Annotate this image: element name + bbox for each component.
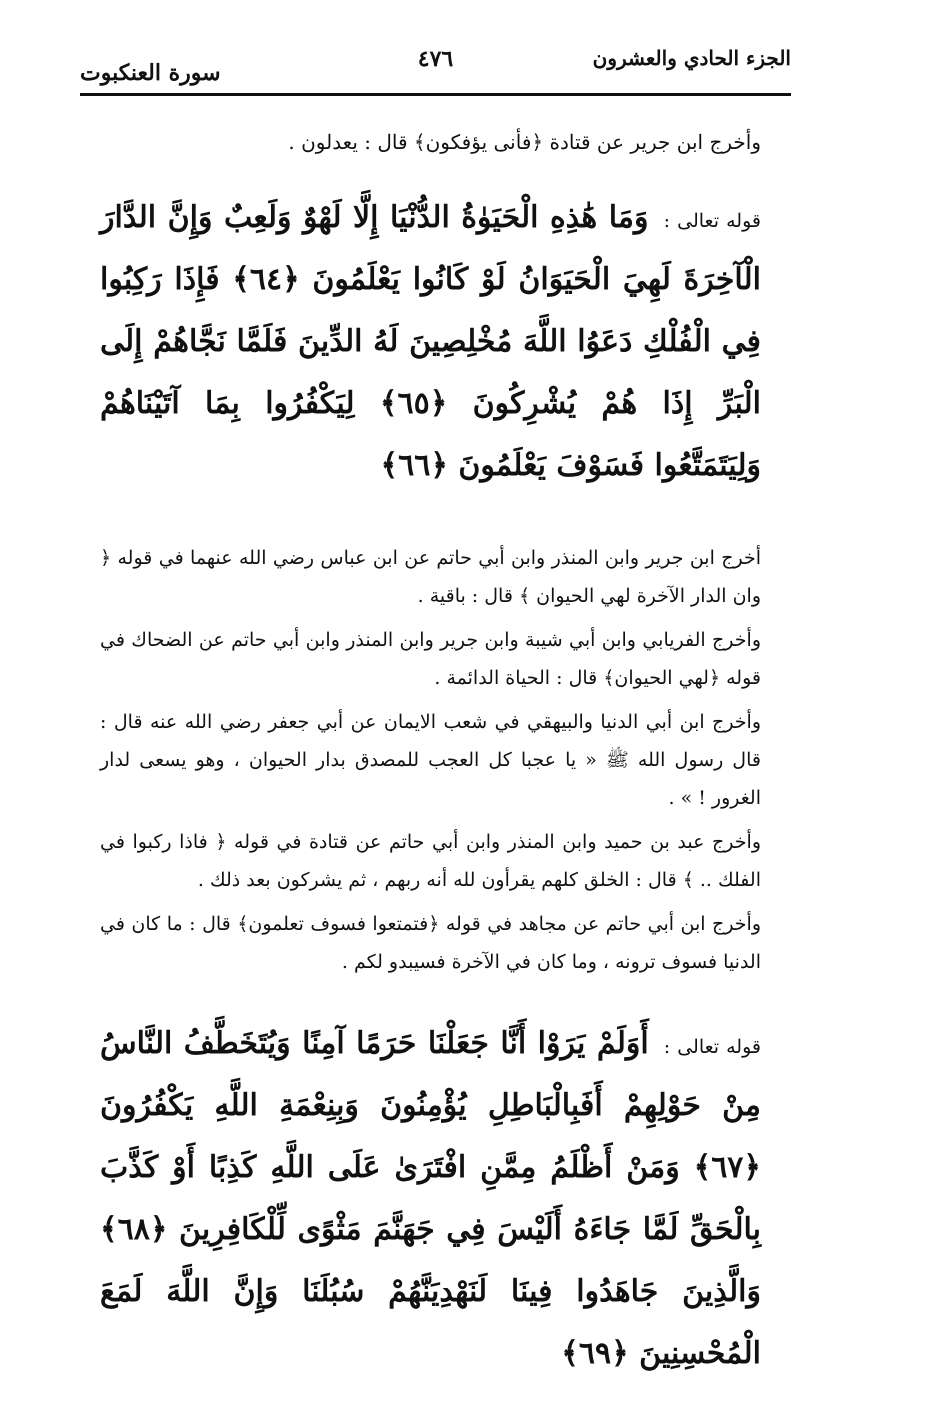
commentary-paragraph: وأخرج الفريابي وابن أبي شيبة وابن جرير وابن المنذر وابن أبي حاتم عن الضحاك في قوله ﴿لهي الحيوان﴾ قال : الحياة الدائمة . (100, 629, 761, 689)
quran-verse-text: أَوَلَمْ يَرَوْا أَنَّا جَعَلْنَا حَرَمًا آمِنًا وَيُتَخَطَّفُ النَّاسُ مِنْ حَوْلِهِمْ أَفَبِالْبَاطِلِ يُؤْمِنُونَ وَبِنِعْمَةِ اللَّهِ يَكْفُرُونَ ﴿٦٧﴾ وَمَنْ أَظْلَمُ مِمَّنِ افْتَرَىٰ عَلَى اللَّهِ كَذِبًا أَوْ كَذَّبَ بِالْحَقِّ لَمَّا جَاءَهُ أَلَيْسَ فِي جَهَنَّمَ مَثْوًى لِّلْكَافِرِينَ ﴿٦٨﴾ وَالَّذِينَ جَاهَدُوا فِينَا لَنَهْدِيَنَّهُمْ سُبُلَنَا وَإِنَّ اللَّهَ لَمَعَ الْمُحْسِنِينَ ﴿٦٩﴾ (100, 1026, 761, 1371)
quran-verse-text: وَمَا هَٰذِهِ الْحَيَوٰةُ الدُّنْيَا إِلَّا لَهْوٌ وَلَعِبٌ وَإِنَّ الدَّارَ الْآخِرَةَ لَهِيَ الْحَيَوَانُ لَوْ كَانُوا يَعْلَمُونَ ﴿٦٤﴾ فَإِذَا رَكِبُوا فِي الْفُلْكِ دَعَوُا اللَّهَ مُخْلِصِينَ لَهُ الدِّينَ فَلَمَّا نَجَّاهُمْ إِلَى الْبَرِّ إِذَا هُمْ يُشْرِكُونَ ﴿٦٥﴾ لِيَكْفُرُوا بِمَا آتَيْنَاهُمْ وَلِيَتَمَتَّعُوا فَسَوْفَ يَعْلَمُونَ ﴿٦٦﴾ (100, 200, 761, 483)
commentary-section (100, 539, 761, 981)
commentary-paragraph: أخرج ابن جرير وابن المنذر وابن أبي حاتم عن ابن عباس رضي الله عنهما في قوله ﴿ وان الدار الآخرة لهي الحيوان ﴾ قال : باقية . (100, 547, 761, 607)
commentary-paragraph: وأخرج ابن أبي الدنيا والبيهقي في شعب الايمان عن أبي جعفر رضي الله عنه قال : قال رسول الله ﷺ « يا عجبا كل العجب للمصدق بدار الحيوان ، وهو يسعى لدار الغرور ! » . (100, 711, 762, 809)
commentary-paragraph: وأخرج ابن أبي حاتم عن مجاهد في قوله ﴿فتمتعوا فسوف تعلمون﴾ قال : ما كان في الدنيا فسوف ترونه ، وما كان في الآخرة فسيبدو لكم . (100, 913, 761, 973)
header-rule (80, 93, 791, 96)
verse-block-2 (100, 1015, 761, 1387)
verse-block-1 (100, 189, 761, 499)
part-title: الجزء الحادي والعشرون (592, 46, 791, 70)
commentary-paragraph: وأخرج عبد بن حميد وابن المنذر وابن أبي حاتم عن قتادة في قوله ﴿ فاذا ركبوا في الفلك .. ﴾ قال : الخلق كلهم يقرأون لله أنه ربهم ، ثم يشركون بعد ذلك . (100, 831, 761, 891)
section-gap (100, 987, 761, 1015)
top-note: وأخرج ابن جرير عن قتادة ﴿فأنى يؤفكون﴾ قال : يعدلون . (288, 130, 761, 154)
page-body (100, 125, 761, 1427)
page-number: ٤٧٦ (417, 46, 454, 72)
page-header (80, 38, 791, 88)
verse-intro: قوله تعالى : (663, 210, 761, 232)
verse-intro: قوله تعالى : (663, 1036, 761, 1058)
surah-title: سورة العنكبوت (80, 60, 221, 86)
